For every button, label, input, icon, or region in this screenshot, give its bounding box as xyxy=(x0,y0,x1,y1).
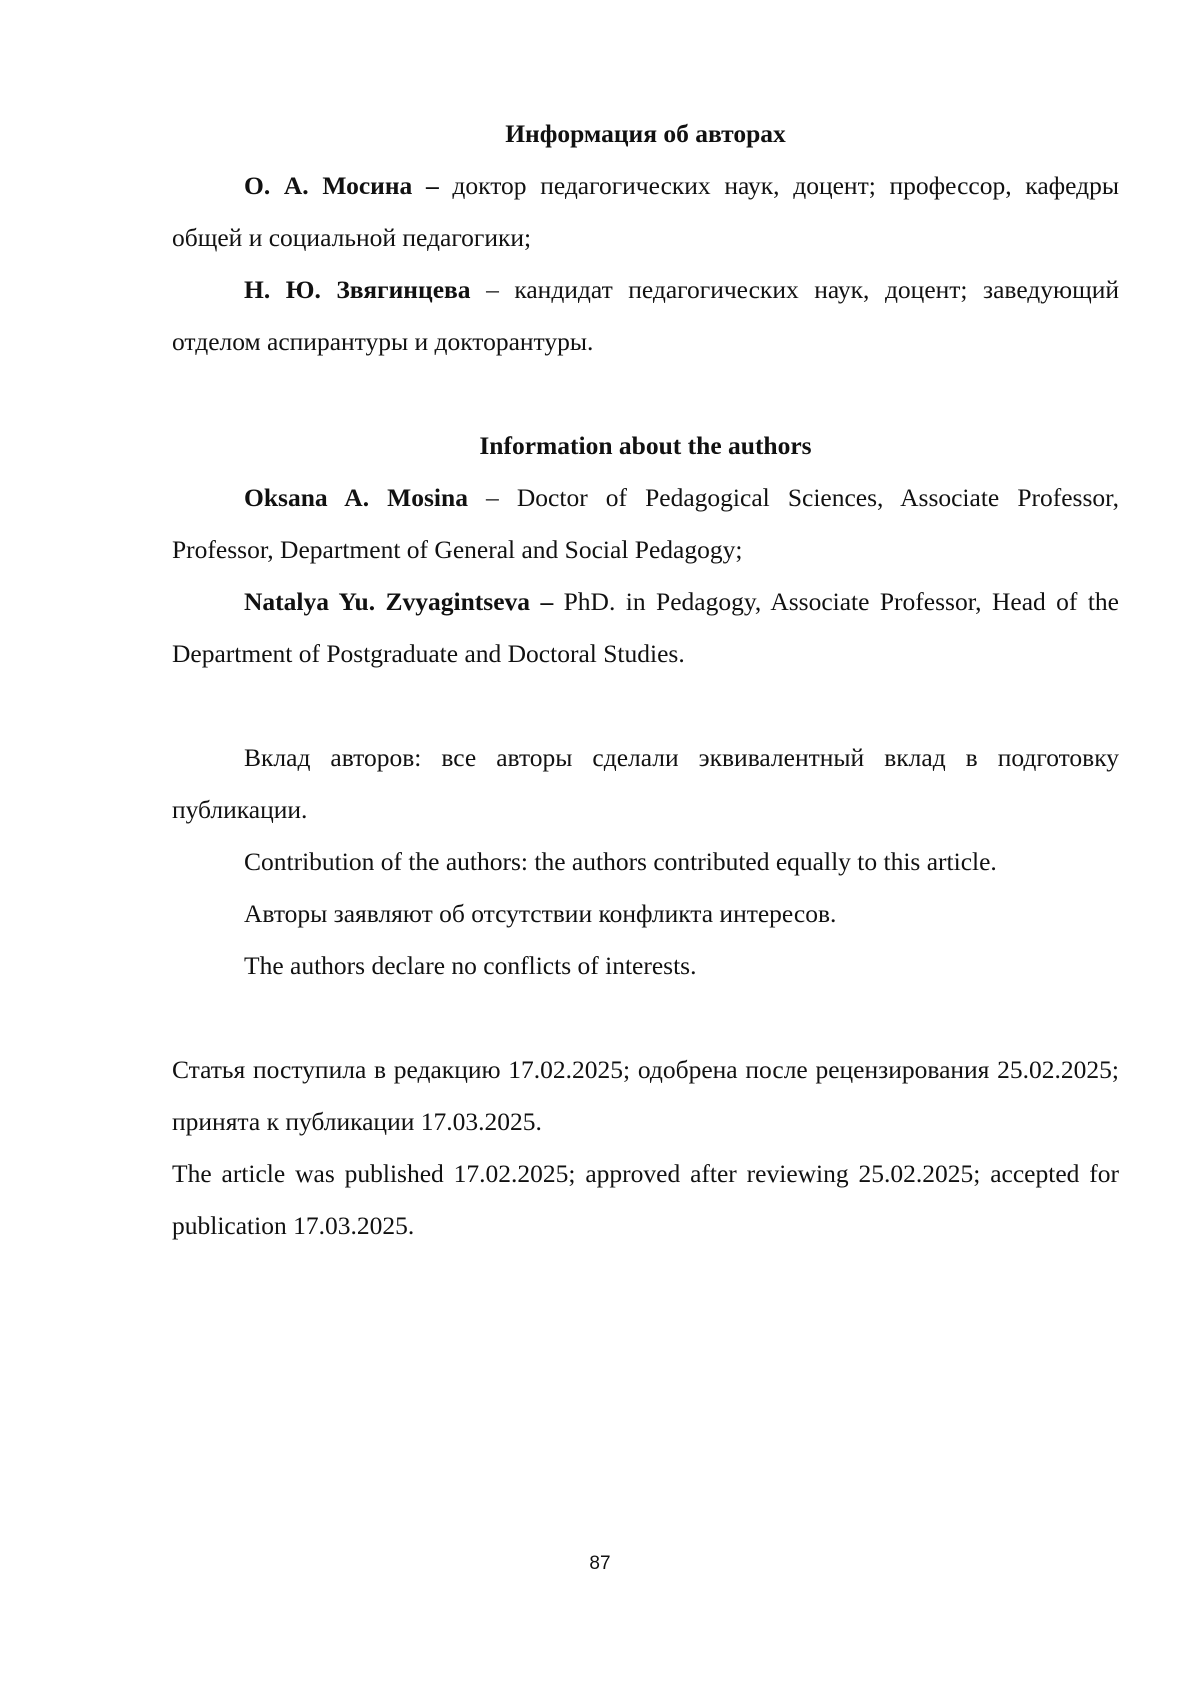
en-author-2-description: PhD. in Pedagogy, Associate Professor, Head of the Department of Postgraduate and Doctoral Studies. xyxy=(172,587,1120,668)
ru-authors-heading: Информация об авторах xyxy=(505,119,786,148)
document-page xyxy=(172,108,1119,1252)
ru-author-1-description: доктор педагогических наук, доцент; профессор, кафедры общей и социальной педагогики; xyxy=(172,171,1119,252)
en-author-2-name: Natalya Yu. Zvyagintseva – xyxy=(244,587,554,616)
en-author-1 xyxy=(172,472,1119,576)
dates-en: The article was published 17.02.2025; approved after reviewing 25.02.2025; accepted for publication 17.03.2025. xyxy=(172,1159,1119,1240)
conflict-en: The authors declare no conflicts of interests. xyxy=(244,951,697,980)
en-author-1-description: – Doctor of Pedagogical Sciences, Associate Professor, Professor, Department of General and Social Pedagogy; xyxy=(172,483,1120,564)
spacer xyxy=(172,680,1119,732)
en-author-2 xyxy=(172,576,1119,680)
dates-ru: Статья поступила в редакцию 17.02.2025; одобрена после рецензирования 25.02.2025; принята к публикации 17.03.2025. xyxy=(172,1055,1119,1136)
ru-author-1-name: О. А. Мосина – xyxy=(244,171,439,200)
en-author-1-name: Oksana A. Mosina xyxy=(244,483,468,512)
en-authors-heading: Information about the authors xyxy=(479,431,812,460)
ru-author-2-name: Н. Ю. Звягинцева xyxy=(244,275,471,304)
ru-author-1 xyxy=(172,160,1119,264)
spacer xyxy=(172,992,1119,1044)
contribution-en: Contribution of the authors: the authors contributed equally to this article. xyxy=(244,847,997,876)
page-number: 87 xyxy=(589,1553,611,1574)
ru-author-2-description: – кандидат педагогических наук, доцент; заведующий отделом аспирантуры и докторантуры. xyxy=(172,275,1120,356)
conflict-ru: Авторы заявляют об отсутствии конфликта интересов. xyxy=(244,899,837,928)
contribution-ru: Вклад авторов: все авторы сделали эквивалентный вклад в подготовку публикации. xyxy=(172,743,1119,824)
spacer xyxy=(172,368,1119,420)
ru-author-2 xyxy=(172,264,1119,368)
